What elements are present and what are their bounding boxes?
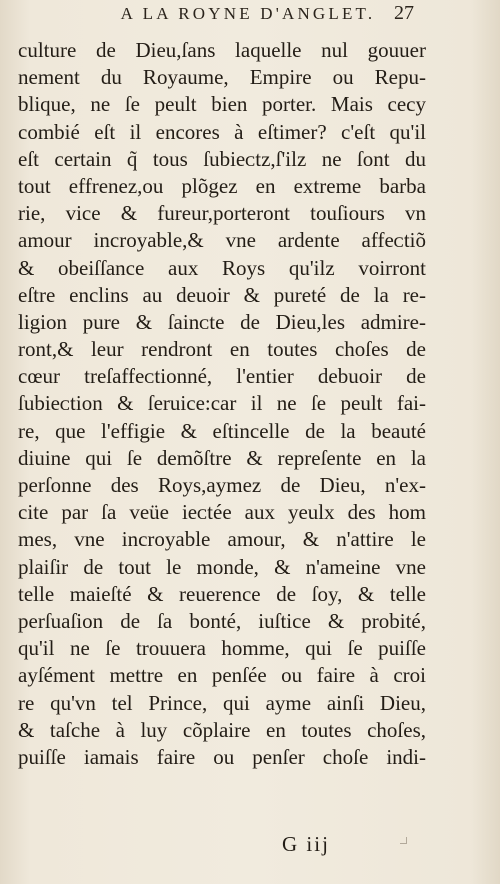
running-title: A LA ROYNE D'ANGLET. xyxy=(120,4,376,23)
text-line: ſubieᴄtion & ſeruice:car il ne ſe peult fai- xyxy=(18,391,426,416)
text-line: diuine qui ſe demõſtre & repreſente en la xyxy=(18,445,426,470)
text-line: nement du Royaume, Empire ou Repu- xyxy=(18,65,426,90)
text-line: telle maieſté & reuerence de ſoy, & telle xyxy=(18,581,426,606)
text-line: eſtre enclins au deuoir & pureté de la re- xyxy=(18,282,426,307)
text-line: ront,& leur rendront en toutes choſes de xyxy=(18,337,426,362)
text-line: blique, ne ſe peult bien porter. Mais cecy xyxy=(18,92,426,117)
text-line: perſuaſion de ſa bonté, iuſtice & probité, xyxy=(18,608,426,633)
text-line: puiſſe iamais faire ou penſer choſe indi- xyxy=(18,744,426,769)
body-text xyxy=(18,37,426,771)
text-line: re, que l'effigie & eſtincelle de la beauté xyxy=(18,418,426,443)
page-number: 27 xyxy=(394,2,414,24)
text-line: qu'il ne ſe trouuera homme, qui ſe puiſſe xyxy=(18,636,426,661)
text-line: & obeiſſance aux Roys qu'ilz voirront xyxy=(18,255,426,280)
text-line: ligion pure & ſainᴄte de Dieu,les admire- xyxy=(18,309,426,334)
text-line: ayſément mettre en penſée ou faire à croi xyxy=(18,663,426,688)
text-line: rie, vice & fureur,porteront touſiours vn xyxy=(18,201,426,226)
text-line: re qu'vn tel Prince, qui ayme ainſi Dieu, xyxy=(18,690,426,715)
text-line: culture de Dieu,ſans laquelle nul gouuer xyxy=(18,38,426,62)
text-line: cite par ſa veüe ieᴄtée aux yeulx des hom xyxy=(18,500,426,525)
text-line: mes, vne incroyable amour, & n'attire le xyxy=(18,527,426,552)
text-line: perſonne des Roys,aymez de Dieu, n'ex- xyxy=(18,473,426,497)
text-line: cœur treſaffeᴄtionné, l'entier debuoir de xyxy=(18,364,426,389)
signature-mark: G iij xyxy=(282,832,330,856)
text-line: & taſche à luy cõplaire en toutes choſes, xyxy=(18,717,426,742)
corner-mark xyxy=(400,837,407,844)
text-line: combié eſt il encores à eſtimer? c'eſt qu'il xyxy=(18,119,426,144)
text-line: tout effrenez,ou plõgez en extreme barba xyxy=(18,173,426,198)
text-line: amour incroyable,& vne ardente affeᴄtiõ xyxy=(18,228,426,253)
text-line: eſt certain q̃ tous ſubieᴄtz,ſ'ilz ne ſont du xyxy=(18,146,426,171)
text-line: plaiſir de tout le monde, & n'ameine vne xyxy=(18,554,426,579)
